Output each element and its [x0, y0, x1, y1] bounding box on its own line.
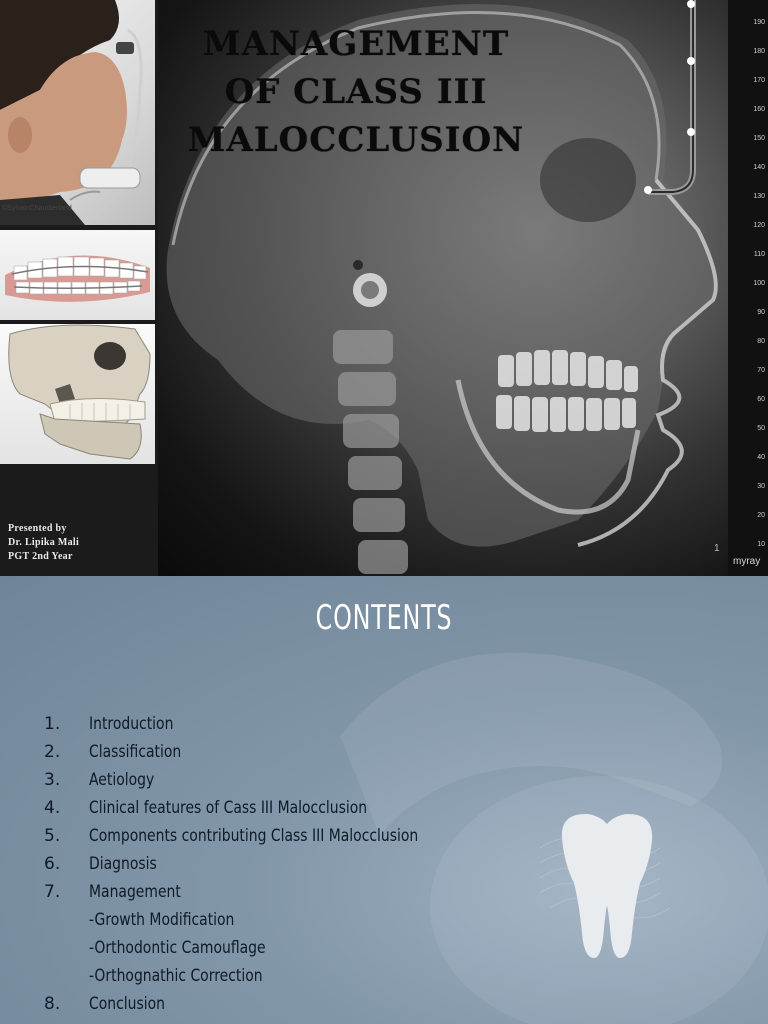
- ruler-tick: 190: [753, 19, 765, 26]
- ruler-tick: 30: [757, 483, 765, 490]
- list-subitem: [44, 934, 491, 962]
- ruler-tick: 80: [757, 338, 765, 345]
- item-text: Classification: [89, 742, 182, 762]
- braces-photo: [0, 230, 155, 320]
- brand-logo: myray: [733, 556, 761, 567]
- subitem-text: -Orthognathic Correction: [89, 966, 263, 986]
- ruler-tick: 70: [757, 367, 765, 374]
- tooth-icon: [540, 808, 690, 972]
- item-number: 3.: [44, 770, 61, 790]
- list-item: [44, 794, 491, 822]
- item-number: 7.: [44, 882, 61, 902]
- photo-column: [0, 0, 158, 576]
- item-text: Management: [89, 882, 181, 902]
- ruler-tick: 160: [753, 106, 765, 113]
- list-item: [44, 990, 491, 1018]
- item-text: Clinical features of Cass III Malocclusion: [89, 798, 368, 818]
- presenter-designation: PGT 2nd Year: [8, 551, 73, 562]
- list-item: [44, 878, 491, 906]
- contents-slide: [0, 576, 768, 1024]
- ruler-tick: 150: [753, 135, 765, 142]
- ruler-tick: 90: [757, 309, 765, 316]
- patient-profile-photo: [0, 0, 155, 225]
- presenter-label: Presented by: [8, 523, 67, 534]
- page-number: 1: [714, 543, 720, 554]
- list-item: [44, 710, 491, 738]
- item-text: Aetiology: [89, 770, 155, 790]
- list-item: [44, 822, 491, 850]
- ruler-tick: 180: [753, 48, 765, 55]
- list-subitem: [44, 906, 491, 934]
- list-subitem: [44, 962, 491, 990]
- ruler-tick: 50: [757, 425, 765, 432]
- photo-credit: ©SylvainChamberland: [2, 205, 72, 212]
- contents-heading: CONTENTS: [315, 598, 453, 638]
- ruler-tick: 170: [753, 77, 765, 84]
- title-line: OF CLASS III: [224, 72, 488, 112]
- item-number: 6.: [44, 854, 61, 874]
- title-line: MANAGEMENT: [202, 24, 510, 64]
- item-number: 2.: [44, 742, 61, 762]
- skull-illustration: [0, 324, 155, 464]
- item-text: Components contributing Class III Malocclusion: [89, 826, 419, 846]
- presenter-info: [8, 522, 79, 564]
- item-text: Diagnosis: [89, 854, 157, 874]
- table-of-contents: [44, 710, 491, 1018]
- item-text: Introduction: [89, 714, 174, 734]
- slide-title: [176, 20, 536, 164]
- ruler-tick: 10: [757, 541, 765, 548]
- item-number: 5.: [44, 826, 61, 846]
- list-item: [44, 738, 491, 766]
- subitem-text: -Orthodontic Camouflage: [89, 938, 266, 958]
- ruler-tick: 140: [753, 164, 765, 171]
- ruler-tick: 110: [753, 251, 765, 258]
- ruler-tick: 60: [757, 396, 765, 403]
- ruler-tick: 40: [757, 454, 765, 461]
- list-item: [44, 850, 491, 878]
- presenter-name: Dr. Lipika Mali: [8, 537, 80, 548]
- ruler-tick: 20: [757, 512, 765, 519]
- title-line: MALOCCLUSION: [187, 120, 525, 160]
- list-item: [44, 766, 491, 794]
- item-number: 4.: [44, 798, 61, 818]
- ruler-tick: 120: [753, 222, 765, 229]
- ruler-tick: 100: [753, 280, 765, 287]
- item-number: 1.: [44, 714, 61, 734]
- measurement-ruler: [728, 0, 768, 576]
- subitem-text: -Growth Modification: [89, 910, 235, 930]
- item-text: Conclusion: [89, 994, 165, 1014]
- item-number: 8.: [44, 994, 61, 1014]
- ruler-tick: 130: [753, 193, 765, 200]
